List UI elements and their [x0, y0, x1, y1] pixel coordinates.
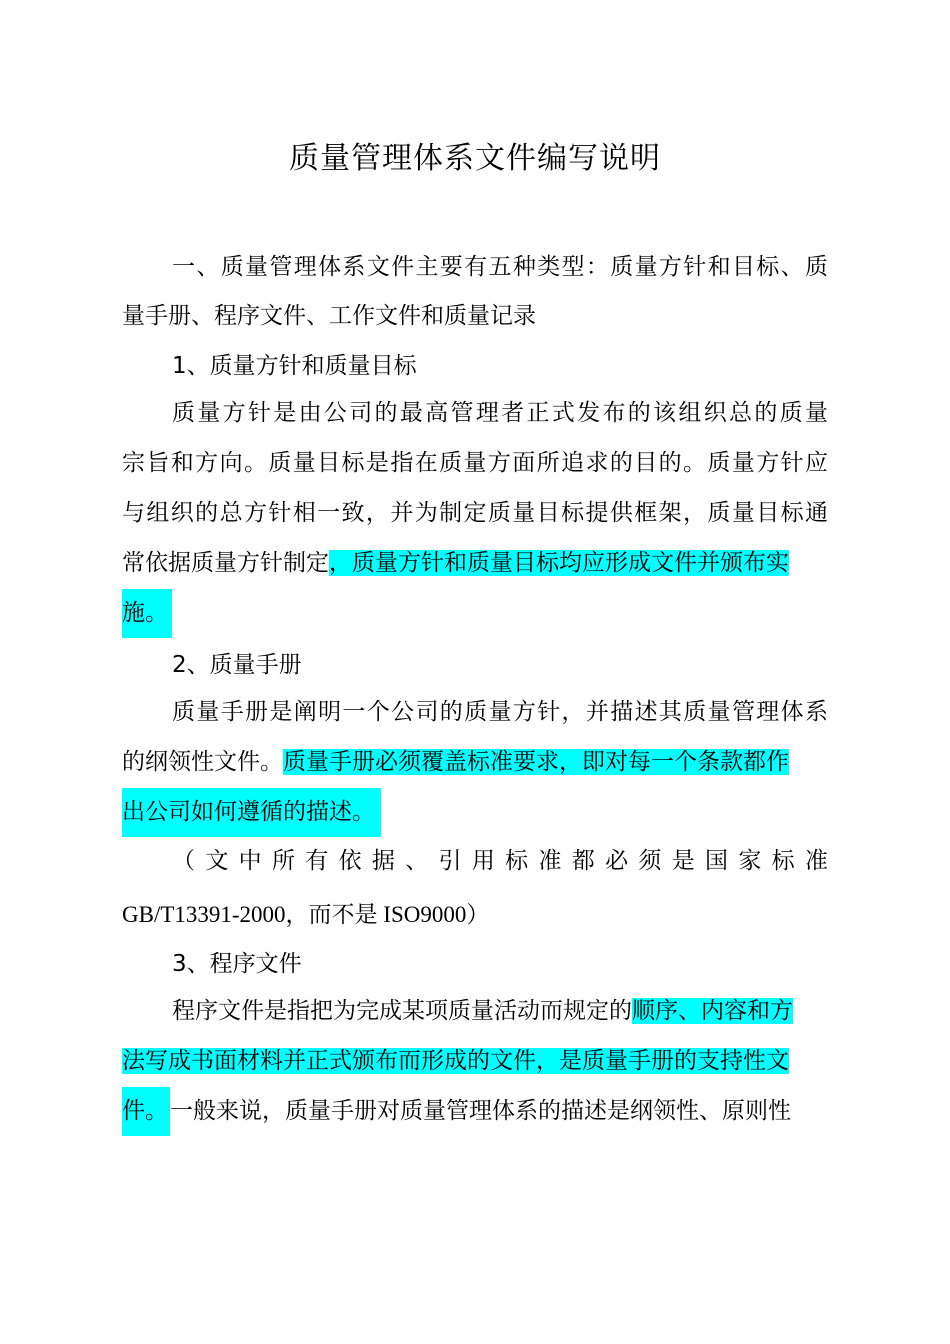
highlighted-text: 顺序、内容和方 — [632, 998, 793, 1024]
plain-text: 常依据质量方针制定 — [122, 550, 329, 576]
section-3-paragraph-line-2 — [122, 1037, 828, 1086]
plain-text: 的纲领性文件。 — [122, 749, 283, 775]
highlighted-text: 件。 — [122, 1087, 170, 1136]
highlighted-text: ，质量方针和质量目标均应形成文件并颁布实 — [329, 550, 789, 576]
highlighted-text: 出公司如何遵循的描述。 — [122, 788, 381, 837]
section-2-note-line-2: GB/T13391-2000，而不是 ISO9000） — [122, 902, 490, 927]
section-1-paragraph-line-5 — [122, 589, 828, 638]
intro-line-2: 量手册、程序文件、工作文件和质量记录 — [122, 303, 536, 329]
section-2-heading: 2、质量手册 — [172, 652, 302, 678]
section-2-paragraph-line-2 — [122, 738, 828, 787]
section-1-paragraph-line-4 — [122, 539, 828, 588]
highlighted-text: 施。 — [122, 589, 172, 638]
section-3-heading: 3、程序文件 — [172, 951, 302, 977]
section-1-paragraph-line-2: 宗旨和方向。质量目标是指在质量方面所追求的目的。质量方针应 — [122, 450, 828, 476]
intro-line-1: 一、质量管理体系文件主要有五种类型：质量方针和目标、质 — [172, 254, 828, 280]
section-1-heading: 1、质量方针和质量目标 — [172, 353, 417, 379]
section-1-paragraph-line-3: 与组织的总方针相一致，并为制定质量目标提供框架，质量目标通 — [122, 500, 828, 526]
section-2-paragraph-line-1: 质量手册是阐明一个公司的质量方针，并描述其质量管理体系 — [172, 699, 828, 725]
plain-text: 一般来说，质量手册对质量管理体系的描述是纲领性、原则性 — [170, 1098, 791, 1124]
section-3-paragraph-line-1 — [172, 987, 828, 1036]
section-1-paragraph-line-1: 质量方针是由公司的最高管理者正式发布的该组织总的质量 — [172, 400, 828, 426]
document-title: 质量管理体系文件编写说明 — [289, 141, 661, 176]
highlighted-text: 质量手册必须覆盖标准要求，即对每一个条款都作 — [283, 749, 789, 775]
section-3-paragraph-line-3 — [122, 1087, 828, 1136]
highlighted-text: 法写成书面材料并正式颁布而形成的文件，是质量手册的支持性文 — [122, 1048, 789, 1074]
section-2-note-line-1: （文中所有依据、引用标准都必须是国家标准 — [172, 848, 828, 874]
plain-text: 程序文件是指把为完成某项质量活动而规定的 — [172, 998, 632, 1024]
section-2-paragraph-line-3 — [122, 788, 828, 837]
